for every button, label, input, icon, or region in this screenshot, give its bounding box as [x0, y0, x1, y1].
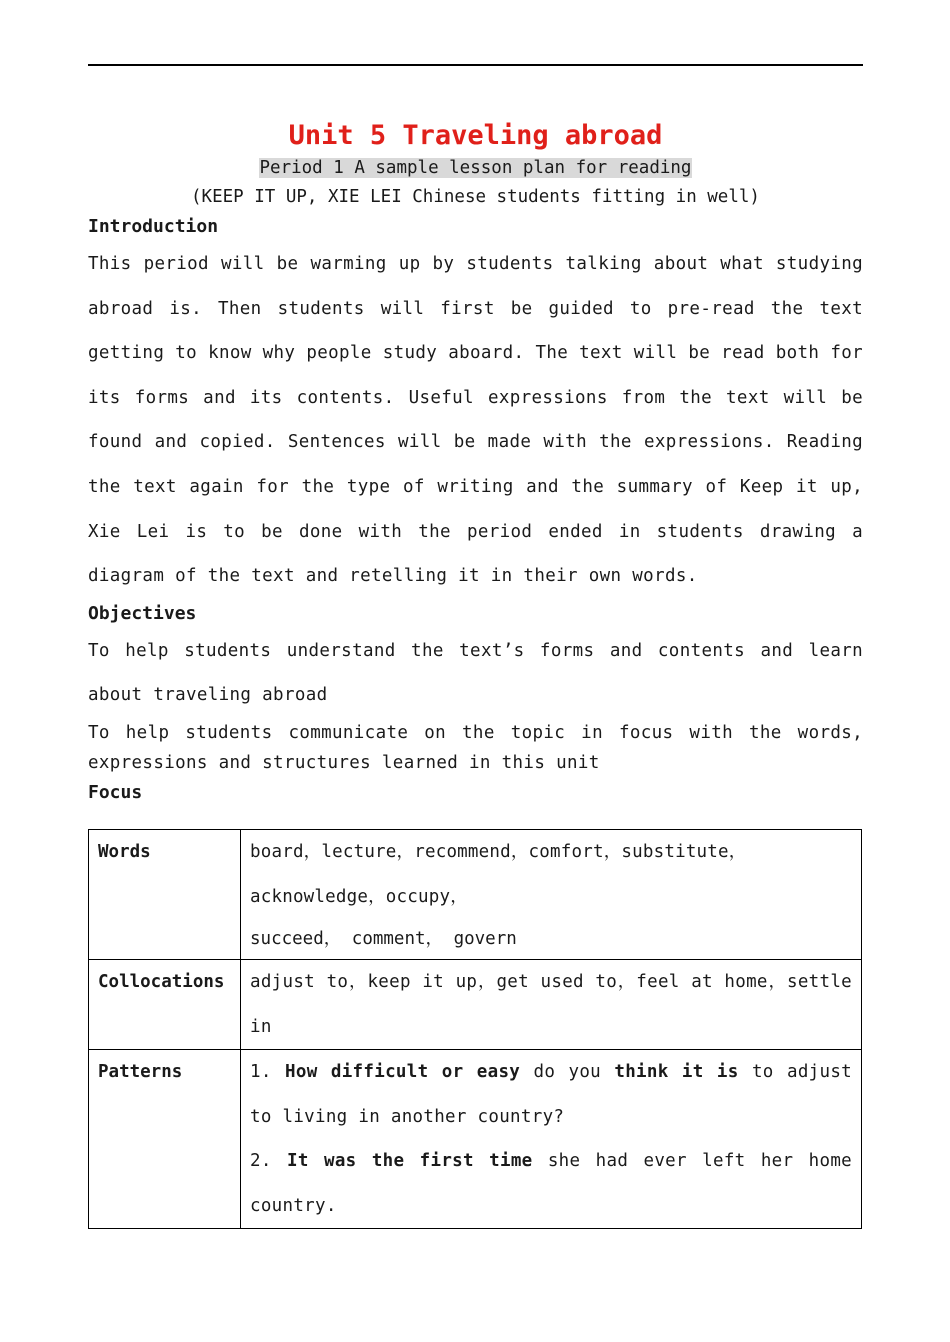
patterns-label: Patterns — [89, 1050, 241, 1229]
objective-item-2: To help students communicate on the topic in focus with the words, expressions and structures learned in this unit — [88, 722, 863, 773]
document-body — [88, 118, 863, 808]
words-line-1: board，lecture，recommend，comfort，substitute，acknowledge，occupy， — [250, 842, 747, 907]
page-title: Unit 5 Traveling abroad — [288, 120, 663, 151]
pattern-2-number: 2. — [250, 1151, 272, 1171]
objectives-heading: Objectives — [88, 602, 197, 624]
pattern-2-end: she had ever left her home country. — [250, 1151, 852, 1216]
collocations-label: Collocations — [89, 960, 241, 1050]
focus-heading: Focus — [88, 781, 143, 803]
subtitle-secondary: (KEEP IT UP, XIE LEI Chinese students fitting in well) — [191, 187, 760, 207]
pattern-1-middle: do you — [533, 1062, 602, 1082]
introduction-heading: Introduction — [88, 216, 219, 237]
pattern-1-bold-b: think it is — [614, 1062, 739, 1082]
table-row-words — [89, 830, 862, 960]
focus-table — [88, 829, 862, 1229]
pattern-1-number: 1. — [250, 1062, 272, 1082]
subtitle — [88, 154, 863, 182]
collocations-text: adjust to，keep it up，get used to，feel at home，settle in — [250, 972, 852, 1037]
table-row-patterns — [89, 1050, 862, 1229]
introduction-text: This period will be warming up by students talking about what studying abroad is. Then students will first be guided to pre-read the text getting to know why people study aboard. The text will be read both for its forms and its contents. Useful expressions from the text will be found and copied. Sentences will be made with the expressions. Reading the text again for the type of writing and the summary of Keep it up, Xie Lei is to be done with the period ended in students drawing a diagram of the text and retelling it in their own words. — [88, 254, 863, 587]
pattern-2-bold: It was the first time — [287, 1151, 533, 1171]
pattern-item-1 — [250, 1050, 852, 1139]
header-rule — [88, 64, 863, 66]
patterns-content — [241, 1050, 862, 1229]
words-label: Words — [89, 830, 241, 960]
pattern-item-2 — [250, 1139, 852, 1228]
pattern-1-bold-a: How difficult or easy — [285, 1062, 521, 1082]
words-line-2: succeed， comment， govern — [250, 929, 517, 949]
subtitle-highlight: Period 1 A sample lesson plan for reading — [259, 158, 692, 178]
table-row-collocations — [89, 960, 862, 1050]
words-content — [241, 830, 862, 960]
collocations-content — [241, 960, 862, 1050]
pattern-1-end: to adjust to living in another country? — [250, 1062, 853, 1127]
objective-item-1: To help students understand the text’s forms and contents and learn about traveling abroad — [88, 640, 863, 706]
